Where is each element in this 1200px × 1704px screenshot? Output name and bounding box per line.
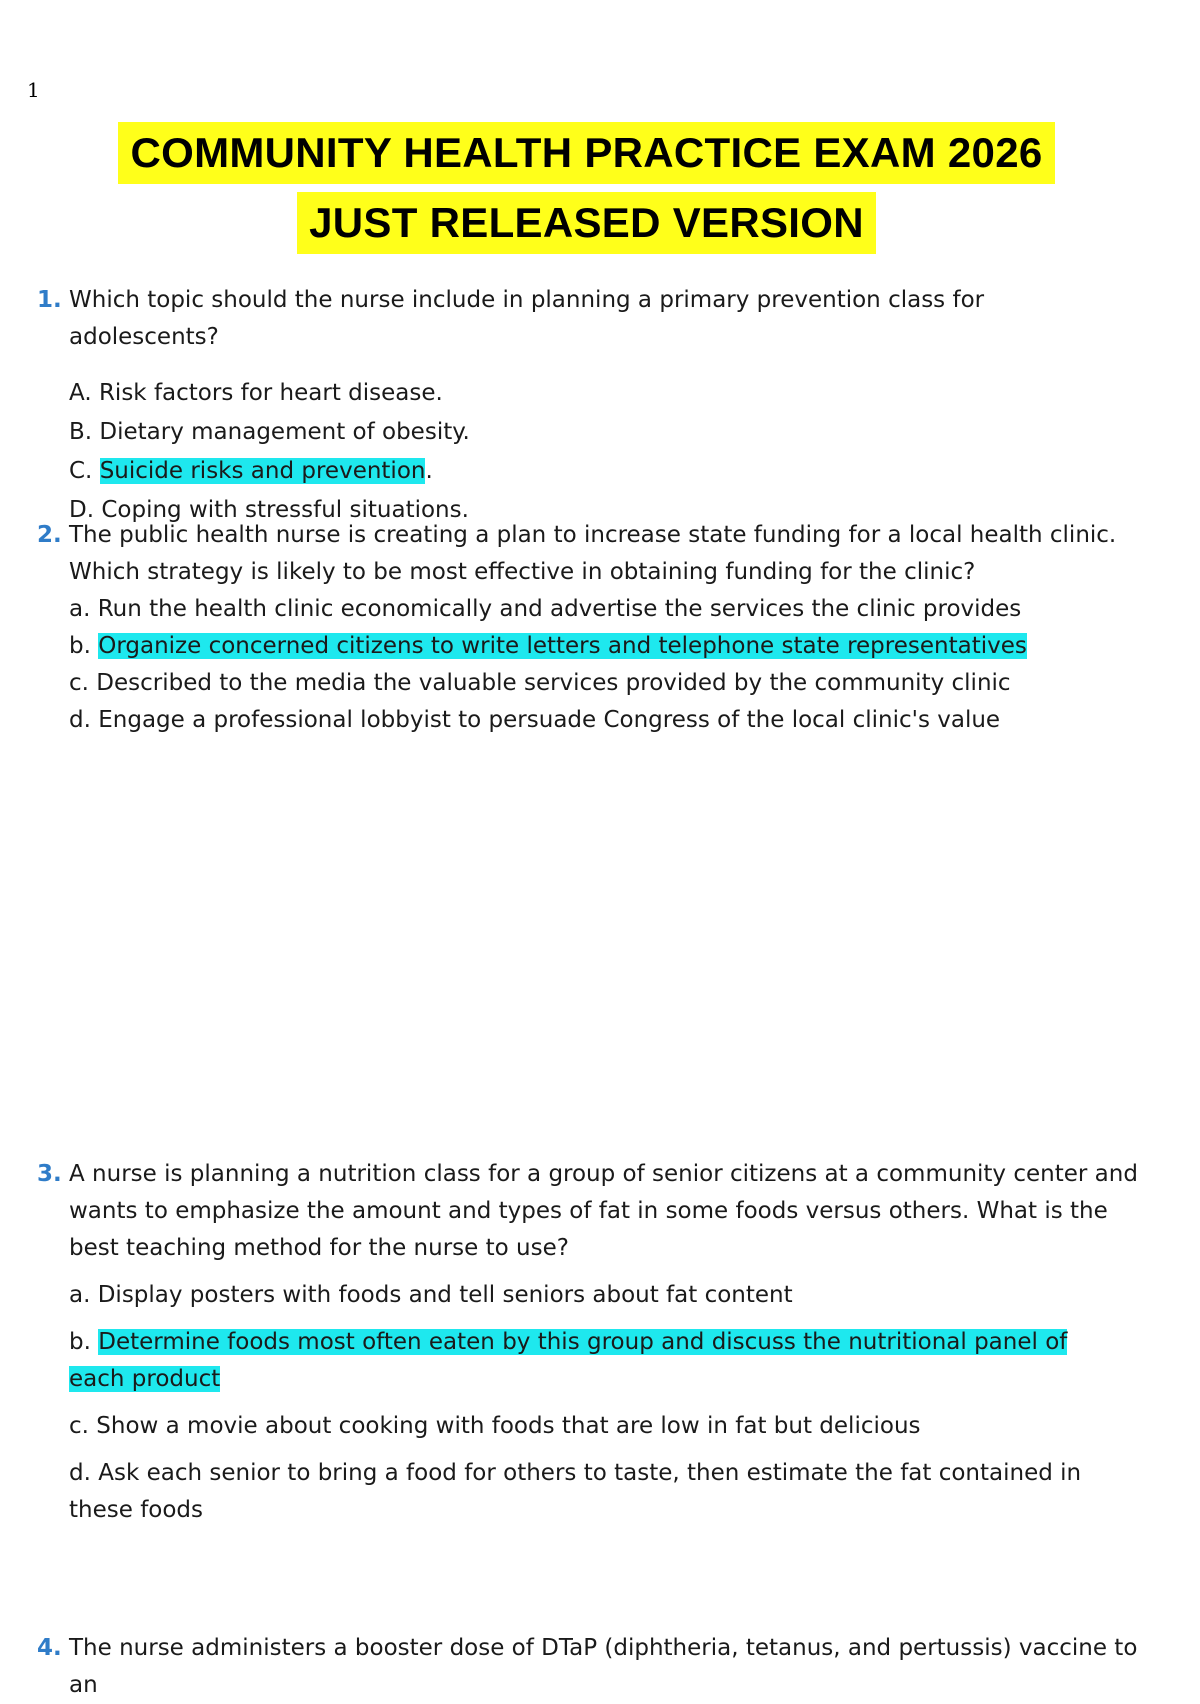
option-label: D. — [69, 497, 95, 523]
option-label: b. — [69, 1329, 91, 1355]
option-c — [69, 665, 1170, 702]
option-b-correct — [69, 628, 1170, 665]
option-a — [69, 591, 1170, 628]
option-text: Dietary management of obesity. — [99, 419, 470, 445]
answer-options — [0, 1277, 1170, 1529]
option-label: d. — [69, 1460, 91, 1486]
question-text: The public health nurse is creating a plan to increase state funding for a local health clinic. Which strategy is likely to be most effective in obtaining funding for the clinic? — [69, 522, 1117, 585]
option-text: Run the health clinic economically and advertise the services the clinic provides — [97, 596, 1022, 622]
option-label: d. — [69, 707, 91, 733]
question-text: A nurse is planning a nutrition class for a group of senior citizens at a community center and wants to emphasize the amount and types of fat in some foods versus others. What is the best teaching method for the nurse to use? — [69, 1161, 1138, 1261]
question-number: 1. — [37, 287, 62, 313]
option-label: c. — [69, 670, 89, 696]
option-text: Ask each senior to bring a food for others to taste, then estimate the fat contained in these foods — [69, 1460, 1082, 1523]
option-a — [69, 1277, 1170, 1314]
question-text: The nurse administers a booster dose of DTaP (diphtheria, tetanus, and pertussis) vaccine to an — [69, 1635, 1138, 1698]
option-text: Engage a professional lobbyist to persuade Congress of the local clinic's value — [98, 707, 1001, 733]
option-label: A. — [69, 380, 92, 406]
option-d — [69, 702, 1170, 739]
question-4 — [0, 1630, 1170, 1704]
option-text: Risk factors for heart disease. — [98, 380, 443, 406]
title-line-1: COMMUNITY HEALTH PRACTICE EXAM 2026 — [118, 122, 1054, 184]
option-label: b. — [69, 633, 91, 659]
answer-options — [0, 374, 1170, 530]
answer-options — [0, 591, 1170, 739]
option-c-correct — [69, 452, 1170, 491]
title-line-2: JUST RELEASED VERSION — [297, 192, 876, 254]
option-label: a. — [69, 596, 91, 622]
option-label: C. — [69, 458, 93, 484]
option-text: Show a movie about cooking with foods that are low in fat but delicious — [96, 1413, 921, 1439]
option-suffix: . — [425, 458, 433, 484]
option-b-correct — [69, 1324, 1170, 1398]
question-number: 4. — [37, 1635, 62, 1661]
option-b — [69, 413, 1170, 452]
question-number: 2. — [37, 522, 62, 548]
option-label: a. — [69, 1282, 91, 1308]
page-number: 1 — [27, 78, 40, 102]
option-text: Coping with stressful situations. — [101, 497, 469, 523]
correct-answer-highlight: Determine foods most often eaten by this group and discuss the nutritional panel of each product — [69, 1329, 1068, 1392]
correct-answer-highlight: Organize concerned citizens to write letters and telephone state representatives — [98, 633, 1027, 659]
question-1 — [0, 282, 1170, 530]
option-d — [69, 1455, 1170, 1529]
option-label: B. — [69, 419, 93, 445]
question-text: Which topic should the nurse include in planning a primary prevention class for adolescents? — [69, 287, 985, 350]
document-title — [0, 122, 1173, 254]
question-number: 3. — [37, 1161, 62, 1187]
question-3 — [0, 1156, 1170, 1529]
option-c — [69, 1408, 1170, 1445]
option-text: Display posters with foods and tell seniors about fat content — [97, 1282, 793, 1308]
option-label: c. — [69, 1413, 89, 1439]
option-text: Described to the media the valuable services provided by the community clinic — [96, 670, 1011, 696]
correct-answer-highlight: Suicide risks and prevention — [99, 458, 426, 484]
option-a — [69, 374, 1170, 413]
question-2 — [0, 517, 1170, 739]
